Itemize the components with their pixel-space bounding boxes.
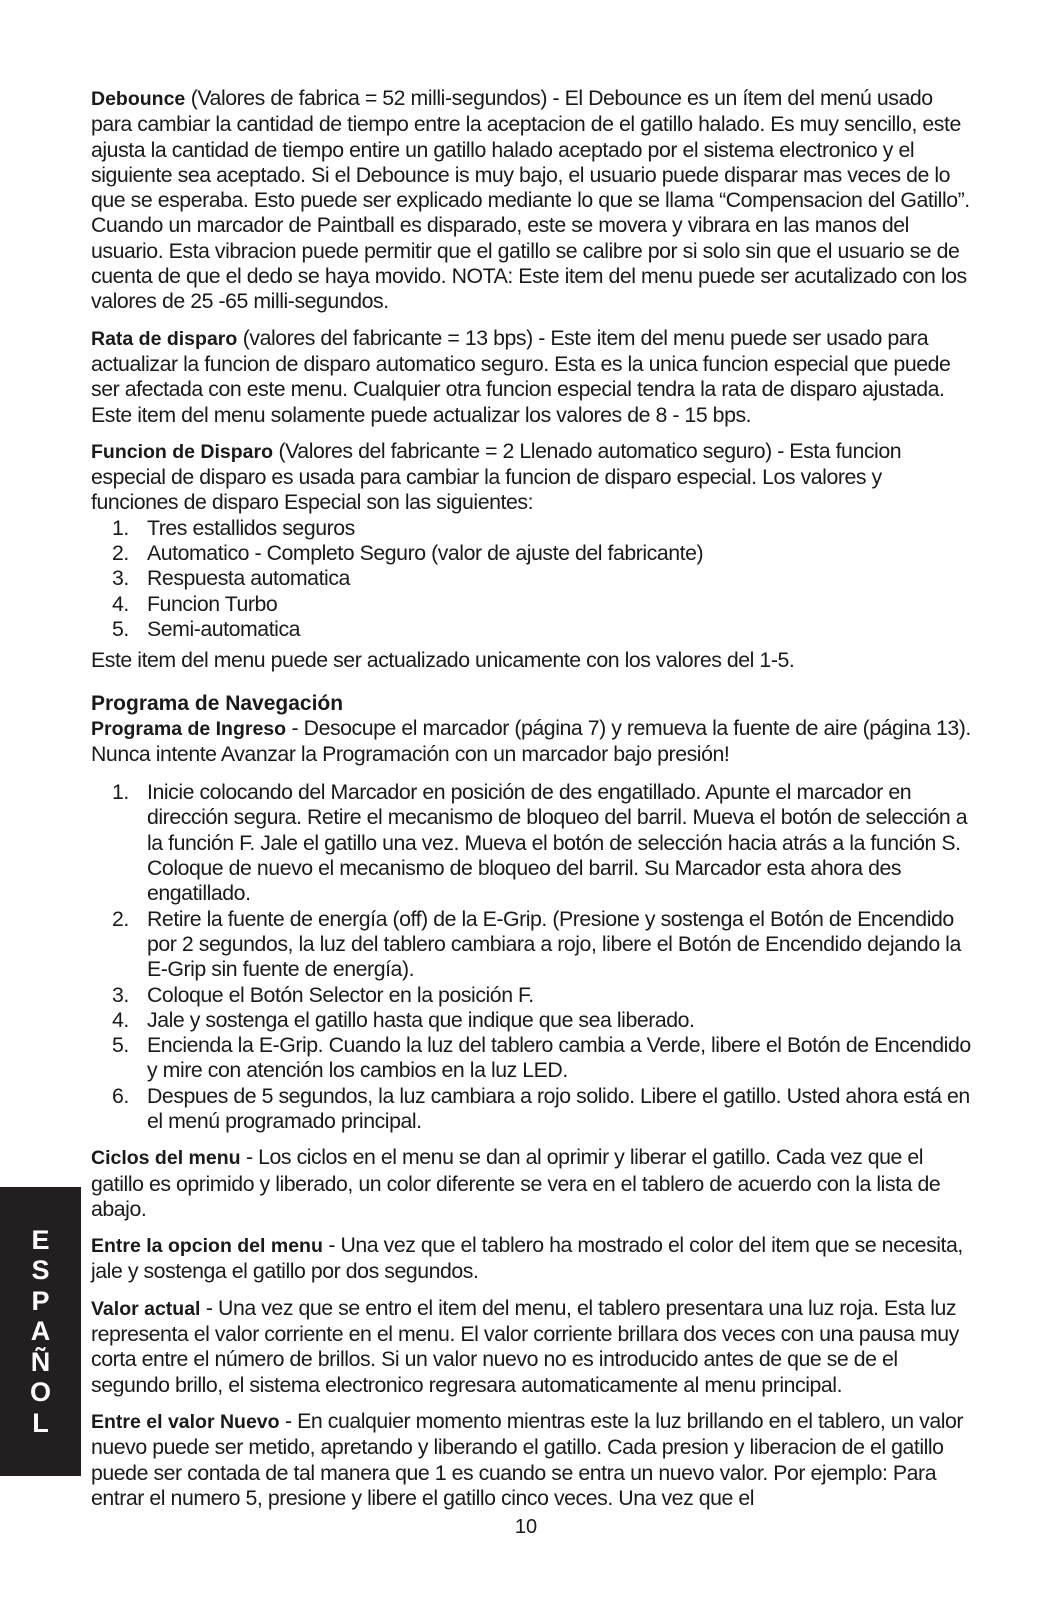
enter-option-label: Entre la opcion del menu [91,1235,323,1258]
debounce-paragraph [91,86,971,315]
list-item-text: Retire la fuente de energía (off) de la E-Grip. (Presione y sostenga el Botón de Encendido por 2 segundos, la luz del tablero cambiara a rojo, libere el Botón de Encendido dejando la E-Grip sin fuente de energía). [147,906,961,982]
list-item: 1. Tres estallidos seguros [112,515,355,540]
cycles-paragraph [91,1145,971,1222]
rate-text: (valores del fabricante = 13 bps) - Este item del menu puede ser usado para actualizar la funcion de disparo automatico seguro. Esta es la unica funcion especial que puede ser afectada con este menu. Cualquier otra funcion especial tendra la rata de disparo ajustada. Este item del menu solamente puede actualizar los valores de 8 - 15 bps. [91,325,951,427]
list-item-text: Respuesta automatica [147,566,350,591]
language-tab-letter: A [30,1316,51,1347]
navigation-label: Programa de Ingreso [91,717,287,740]
list-item: 6. Despues de 5 segundos, la luz cambiara a rojo solido. Libere el gatillo. Usted ahora está en el menú programado principal. [112,1083,970,1133]
navigation-steps [91,780,971,1134]
list-item-text: Automatico - Completo Seguro (valor de ajuste del fabricante) [147,541,704,566]
cycles-text: - Los ciclos en el menu se dan al oprimir y liberar el gatillo. Cada vez que el gatillo es oprimido y liberado, un color diferente se vera en el tablero de acuerdo con la lista de abajo. [91,1145,941,1221]
current-value-label: Valor actual [91,1297,201,1320]
list-item-text: Jale y sostenga el gatillo hasta que indique que sea liberado. [147,1007,695,1032]
list-item: 4. Jale y sostenga el gatillo hasta que indique que sea liberado. [112,1007,695,1032]
debounce-text: (Valores de fabrica = 52 milli-segundos) - El Debounce es un ítem del menú usado para cambiar la cantidad de tiempo entre la aceptacion de el gatillo halado. Es muy sencillo, este ajusta la cantidad de tiempo entire un gatillo halado aceptado por el sistema electronico y el siguiente sea aceptado. Si el Debounce is muy bajo, el usuario puede disparar mas veces de lo que se esperaba. Esto puede ser explicado mediante lo que se llama “Compensacion del Gatillo”. Cuando un marcador de Paintball es disparado, este se movera y vibrara en las manos del usuario. Esta vibracion puede permitir que el gatillo se calibre por si solo sin que el usuario se de cuenta de que el dedo se haya movido. NOTA: Este item del menu puede ser acutalizado con los valores de 25 -65 milli-segundos. [91,86,970,314]
list-item: 5. Semi-automatica [112,616,301,641]
list-item: 4. Funcion Turbo [112,591,278,616]
fire-mode-footer: Este item del menu puede ser actualizado unicamente con los valores del 1-5. [91,648,795,673]
language-tab-letter: S [31,1255,50,1286]
fire-mode-list [91,516,971,642]
list-item: 2. Retire la fuente de energía (off) de la E-Grip. (Presione y sostenga el Botón de Encendido por 2 segundos, la luz del tablero cambiara a rojo, libere el Botón de Encendido dejando la E-Grip sin fuente de energía). [112,906,961,982]
navigation-heading: Programa de Navegación [91,691,344,715]
new-value-label: Entre el valor Nuevo [91,1410,280,1433]
language-tab-letter: Ñ [30,1346,51,1377]
page-content [91,86,971,1522]
list-item-text: Funcion Turbo [147,591,278,616]
language-tab [0,1187,81,1476]
language-tab-letter: P [31,1285,50,1316]
new-value-text: - En cualquier momento mientras este la luz brillando en el tablero, un valor nuevo puede ser metido, apretando y liberando el gatillo. Cada presion y liberacion de el gatillo puede ser contada de tal manera que 1 es cuando se entra un nuevo valor. Por ejemplo: Para entrar el numero 5, presione y libere el gatillo cinco veces. Una vez que el [91,1408,964,1510]
list-item: 3. Respuesta automatica [112,566,350,591]
list-item-text: Tres estallidos seguros [147,515,355,540]
list-item-text: Semi-automatica [147,616,301,641]
list-item: 5. Encienda la E-Grip. Cuando la luz del tablero cambia a Verde, libere el Botón de Encendido y mire con atención los cambios en la luz LED. [112,1033,971,1083]
current-value-text: - Una vez que se entro el item del menu, el tablero presentara una luz roja. Esta luz representa el valor corriente en el menu. El valor corriente brillara dos veces con una pausa muy corta entre el número de brillos. Si un valor nuevo no es introducido antes de que se de el segundo brillo, el sistema electronico regresara automaticamente al menu principal. [91,1295,959,1397]
fire-mode-paragraph [91,439,971,516]
rate-label: Rata de disparo [91,327,238,350]
language-tab-letter: E [31,1224,50,1255]
language-tab-letter: L [32,1407,49,1438]
list-item-text: Coloque el Botón Selector en la posición F. [147,982,534,1007]
list-item-text: Despues de 5 segundos, la luz cambiara a rojo solido. Libere el gatillo. Usted ahora está en el menú programado principal. [147,1083,970,1133]
enter-option-text: - Una vez que el tablero ha mostrado el color del item que se necesita, jale y sostenga el gatillo por dos segundos. [91,1233,963,1284]
enter-option-paragraph [91,1233,971,1285]
fire-mode-text: (Valores del fabricante = 2 Llenado automatico seguro) - Esta funcion especial de disparo es usada para cambiar la funcion de disparo especial. Los valores y funciones de disparo Especial son las siguientes: [91,438,902,515]
page-number: 10 [514,1516,538,1538]
fire-mode-label: Funcion de Disparo [91,440,274,463]
debounce-label: Debounce [91,88,186,110]
current-value-paragraph [91,1296,971,1398]
rate-paragraph [91,326,971,428]
list-item-text: Inicie colocando del Marcador en posición de des engatillado. Apunte el marcador en dirección segura. Retire el mecanismo de bloqueo del barril. Mueva el botón de selección a la función F. Jale el gatillo una vez. Mueva el botón de selección hacia atrás a la función S. Coloque de nuevo el mecanismo de bloqueo del barril. Su Marcador esta ahora des engatillado. [147,780,968,906]
new-value-paragraph [91,1409,971,1511]
list-item: 2. Automatico - Completo Seguro (valor de ajuste del fabricante) [112,541,704,566]
list-item: 3. Coloque el Botón Selector en la posición F. [112,982,534,1007]
language-tab-letter: O [29,1377,51,1408]
list-item-text: Encienda la E-Grip. Cuando la luz del tablero cambia a Verde, libere el Botón de Encendido y mire con atención los cambios en la luz LED. [147,1033,971,1083]
navigation-paragraph [91,716,971,768]
list-item: 1. Inicie colocando del Marcador en posición de des engatillado. Apunte el marcador en dirección segura. Retire el mecanismo de bloqueo del barril. Mueva el botón de selección a la función F. Jale el gatillo una vez. Mueva el botón de selección hacia atrás a la función S. Coloque de nuevo el mecanismo de bloqueo del barril. Su Marcador esta ahora des engatillado. [112,780,968,906]
cycles-label: Ciclos del menu [91,1147,241,1170]
navigation-text: - Desocupe el marcador (página 7) y remueva la fuente de aire (página 13). Nunca intente Avanzar la Programación con un marcador bajo presión! [91,715,971,766]
